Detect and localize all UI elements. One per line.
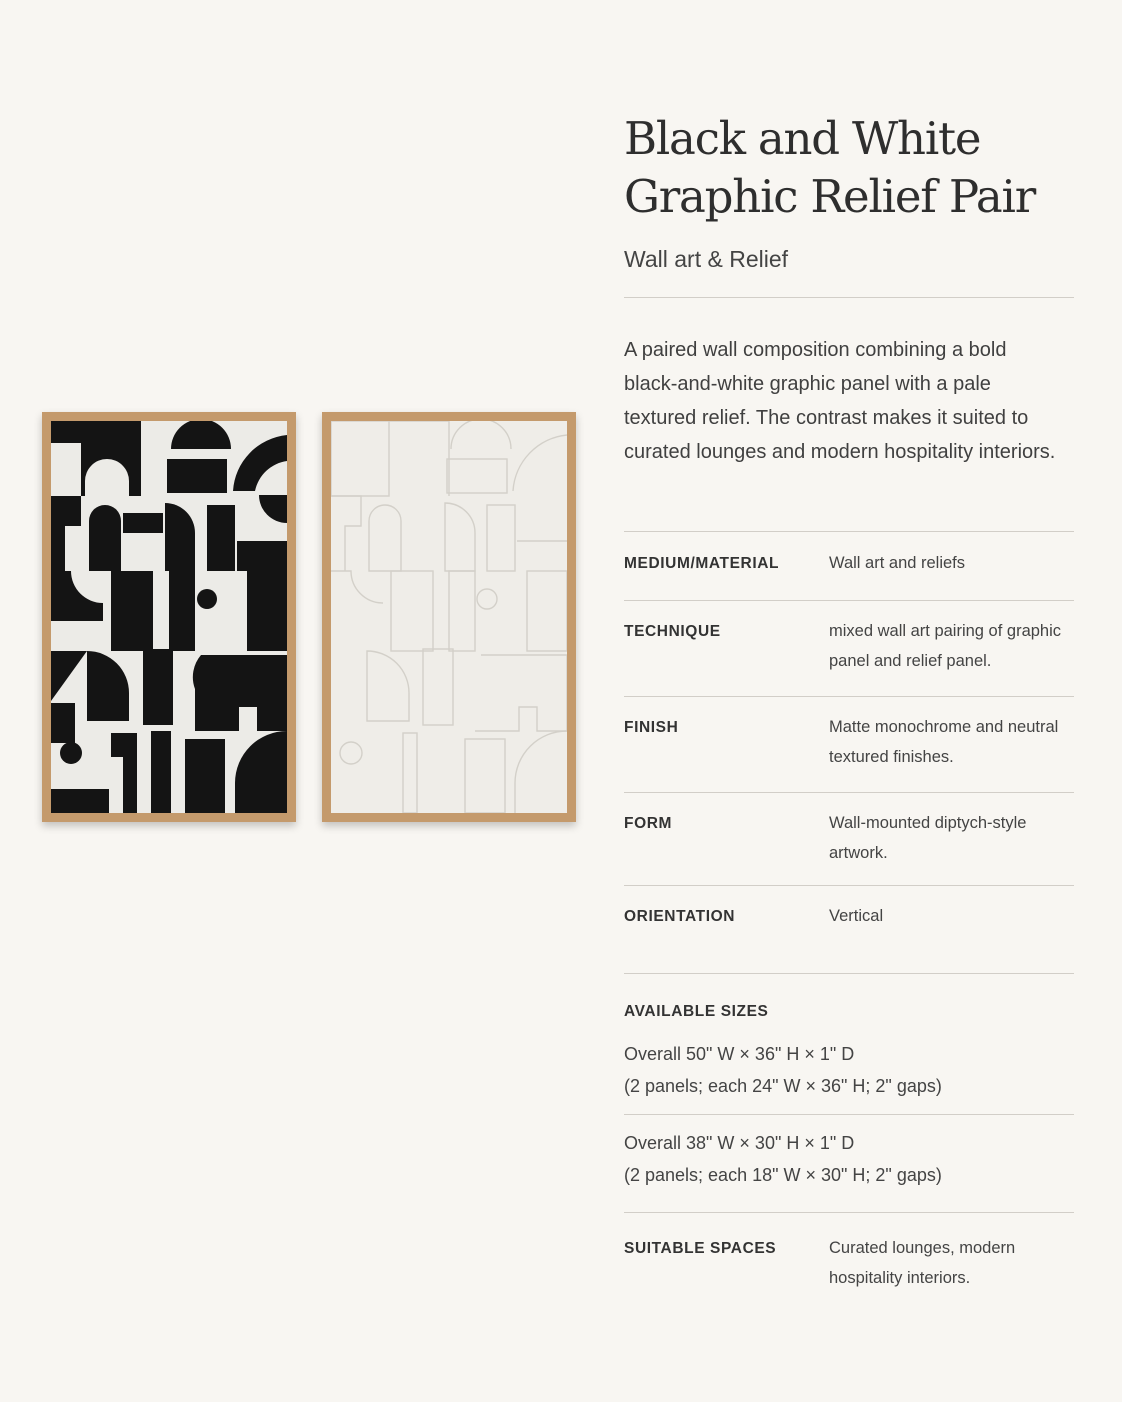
spec-value-finish: Matte monochrome and neutral textured finishes. [829, 718, 1059, 766]
white-relief-artwork [331, 421, 567, 813]
size-option-1-panels: (2 panels; each 24" W × 36" H; 2" gaps) [624, 1076, 942, 1096]
spec-label-form: FORM [624, 815, 673, 832]
divider [624, 531, 1074, 532]
spec-value-medium: Wall art and reliefs [829, 554, 966, 572]
divider [624, 1114, 1074, 1115]
spec-label-sizes: AVAILABLE SIZES [624, 1003, 769, 1020]
product-title [624, 110, 1084, 226]
spec-label-medium: MEDIUM/MATERIAL [624, 555, 780, 572]
spec-value-form: Wall-mounted diptych-style artwork. [829, 814, 1027, 862]
product-image [42, 412, 572, 824]
black-graphic-panel [42, 412, 296, 822]
spec-label-finish: FINISH [624, 719, 679, 736]
white-relief-panel [322, 412, 576, 822]
divider [624, 792, 1074, 793]
product-category: Wall art & Relief [624, 246, 789, 272]
spec-value-technique: mixed wall art pairing of graphic panel and relief panel. [829, 622, 1062, 670]
size-option-2-overall: Overall 38" W × 30" H × 1" D [624, 1133, 855, 1153]
black-graphic-artwork [51, 421, 287, 813]
divider [624, 600, 1074, 601]
size-option-2-panels: (2 panels; each 18" W × 30" H; 2" gaps) [624, 1165, 942, 1185]
product-title-line-1: Black and White [624, 112, 981, 165]
product-description: A paired wall composition combining a bold black-and-white graphic panel with a pale textured relief. The contrast makes it suited to curated lounges and modern hospitality interiors. [624, 339, 1056, 463]
divider [624, 297, 1074, 298]
spec-label-spaces: SUITABLE SPACES [624, 1240, 777, 1257]
divider [624, 973, 1074, 974]
spec-label-technique: TECHNIQUE [624, 623, 721, 640]
divider [624, 1212, 1074, 1213]
divider [624, 696, 1074, 697]
product-title-line-2: Graphic Relief Pair [624, 170, 1036, 223]
size-option-1-overall: Overall 50" W × 36" H × 1" D [624, 1044, 855, 1064]
divider [624, 885, 1074, 886]
spec-label-orientation: ORIENTATION [624, 908, 736, 925]
spec-value-orientation: Vertical [829, 907, 884, 925]
spec-value-spaces: Curated lounges, modern hospitality interiors. [829, 1239, 1016, 1287]
